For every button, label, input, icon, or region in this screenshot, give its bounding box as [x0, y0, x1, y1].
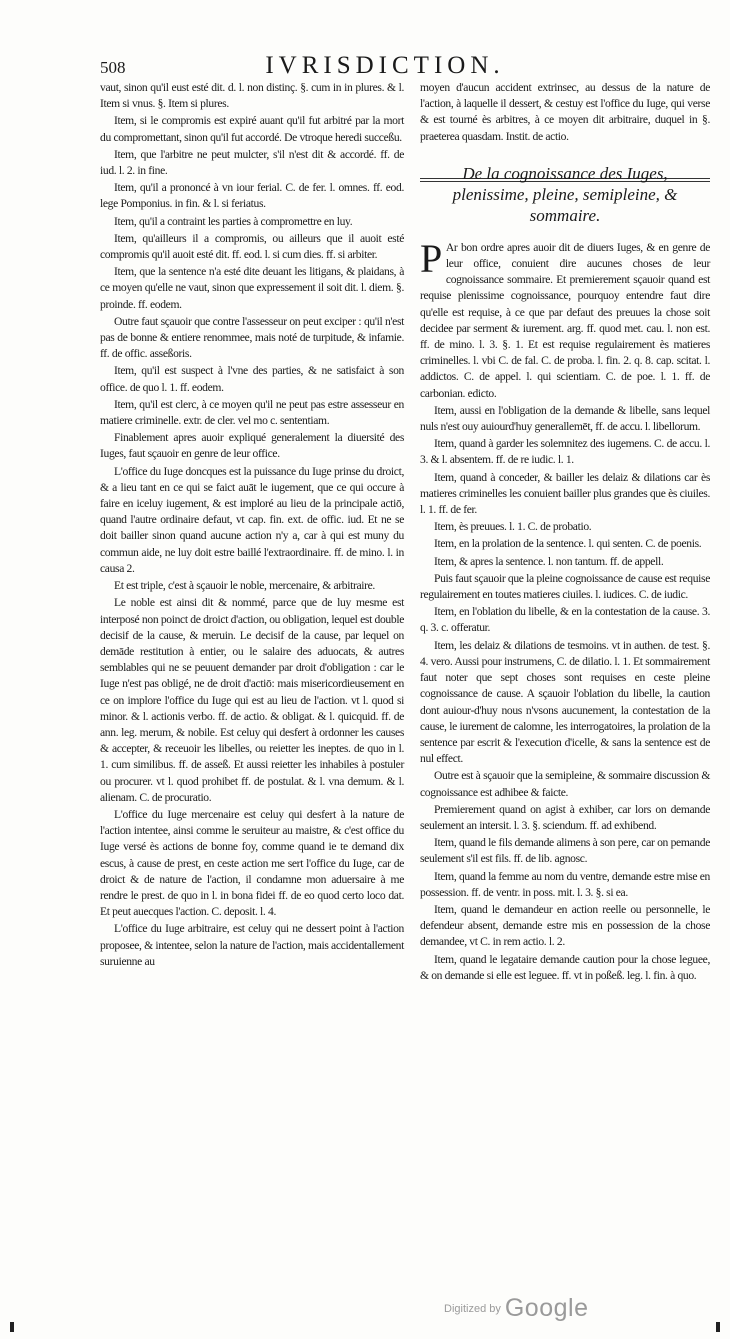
left-paragraph: Item, que l'arbitre ne peut mulcter, s'il n'est dit & accordé. ff. de iud. l. 2. in fine. — [100, 147, 404, 178]
right-paragraph: Item, les delaiz & dilations de tesmoins. vt in authen. de test. §. 4. vero. Aussi pour instrumens, C. de dilatio. l. 1. Et sommairement faut noter que sept choses sont requises en ceste pleine cognoissance de cause. A sçauoir l'oblation du libelle, la caution dont auiour-d'huy nous n'vsons aucunement, la contestation de la cause, le iurement de calomne, les interrogatoires, la prolation de la sentence par escrit & l'execution d'icelle, & sans la sentence est de nul effect. — [420, 638, 710, 766]
right-paragraphs — [420, 403, 710, 984]
section-title: De la cognoissance des Iuges, plenissime, pleine, semipleine, & sommaire. — [452, 163, 678, 225]
left-paragraph: Finablement apres auoir expliqué generalement la diuersité des Iuges, faut sçauoir en genre de leur office. — [100, 431, 404, 461]
page-edge-mark — [10, 1322, 14, 1332]
left-paragraph: Item, qu'il est suspect à l'vne des parties, & ne satisfaict à son office. de quo l. 1. ff. eodem. — [100, 364, 404, 394]
right-paragraph: Premierement quand on agist à exhiber, car lors on demande seulement an intersit. l. 3. §. sciendum. ff. ad exhibend. — [420, 802, 710, 832]
digitized-by-google-watermark — [444, 1294, 634, 1323]
right-paragraph: Item, quand le fils demande alimens à son pere, car on pemande seulement s'il est fils. ff. de lib. agnosc. — [420, 836, 710, 866]
left-paragraph: Item, si le compromis est expiré auant qu'il fut arbitré par la mort du compromettant, sinon qu'il fut accordé. De vtroque heredi succeßu. — [100, 114, 404, 144]
first-paragraph — [420, 235, 710, 402]
page-header — [0, 52, 730, 82]
right-paragraph: Item, aussi en l'obligation de la demande & libelle, sans lequel nuls n'est ouy auiourd'huy generallemēt, ff. de accu. l. libellorum. — [420, 403, 710, 434]
right-paragraph: Puis faut sçauoir que la pleine cognoissance de cause est requise regulairement en toutes matieres ciuiles. l. iudices. C. de iudic. — [420, 571, 711, 602]
right-paragraph: Item, quand à conceder, & bailler les delaiz & dilations car ès matieres criminelles les conuient bailler plus grandes que ès ciuiles. l. 1. ff. de fer. — [420, 470, 710, 517]
right-paragraph: Item, & apres la sentence. l. non tantum. ff. de appell. — [434, 554, 664, 568]
right-column — [420, 80, 710, 985]
right-paragraph: Item, en la prolation de la sentence. l. qui senten. C. de poenis. — [434, 537, 702, 551]
page-number: 508 — [100, 58, 126, 77]
right-paragraph: Outre est à sçauoir que la semipleine, & sommaire discussion & cognoissance est adhibee & faicte. — [420, 769, 710, 799]
left-paragraph: Item, qu'il a prononcé à vn iour ferial. C. de fer. l. omnes. ff. eod. lege Pomponius. in fin. & l. si feriatus. — [100, 181, 404, 211]
dropcap-letter: P — [420, 235, 442, 281]
right-paragraph: Item, quand à garder les solemnitez des iugemens. C. de accu. l. 3. & l. absentem. ff. de re iudic. l. 1. — [420, 437, 710, 467]
left-paragraph: Et est triple, c'est à sçauoir le noble, mercenaire, & arbitraire. — [114, 579, 375, 593]
left-paragraph: Outre faut sçauoir que contre l'assesseur on peut exciper : qu'il n'est pas de bonne & entiere renommee, mais noté de turpitude, & infamie. ff. de offic. asseßoris. — [100, 314, 404, 361]
right-paragraph: Item, en l'oblation du libelle, & en la contestation de la cause. 3. q. 3. c. offeratur. — [420, 605, 710, 635]
first-paragraph-text: Ar bon ordre apres auoir dit de diuers Iuges, & en genre de leur office, conuient dire aucunes choses de leur cognoissance sommaire. Et premierement sçauoir quand est requise plenissime cognoissance, pourquoy entendre faut dire qu'elle est requise, à ce que par defaut des preuues la chose soit decidee par serment & iurement. arg. ff. quod met. cau. l. non est. ff. de mino. l. 3. §. 1. Et est requise regulairement ès matieres criminelles. l. vbi C. de fal. C. de proba. l. fin. 2. q. 8. cap. scitat. l. addictos. C. de appel. l. qui scientiam. C. de poe. l. 1. ff. de carbonian. edicto. — [420, 240, 710, 400]
running-head: IVRISDICTION. — [265, 52, 505, 79]
left-paragraph: L'office du Iuge doncques est la puissance du Iuge prinse du droict, & a lieu tant en ce qui se faict auāt le iugement, que ce qui occure à faire en iceluy iugement, & est imploré au lieu de la principale actiō, quand l'autre ordinaire defaut, vt cap. fin. ext. de offic. iud. Et ne se doit bailler sinon quand aucune action n'y a, car à qui est muny du commun aide, ne luy doit estre baillé l'extraordinaire. ff. de mino. l. in causa 2. — [100, 464, 404, 575]
left-paragraph: L'office du Iuge mercenaire est celuy qui desfert à la nature de l'action intentee, ainsi comme le seruiteur au maistre, & c'est office du Iuge versé ès actions de bonne foy, comme quand ie te demand dix escus, à cause de prest, en ceste action me sert l'office du Iuge, car de droict & de nature de l'action, il condamne mon aduersaire à me rendre le prest. de quo in l. in bona fidei ff. de eo quod certo loco dat. Et peut auecques l'action. C. deposit. l. 4. — [100, 807, 404, 919]
left-paragraph: Item, qu'ailleurs il a compromis, ou ailleurs que il auoit esté compromis qu'il auoit esté dit. ff. eod. l. si cum dies. ff. si arbiter. — [100, 231, 404, 262]
left-paragraph: Item, qu'il a contraint les parties à compromettre en luy. — [114, 214, 353, 228]
right-paragraph: Item, quand le demandeur en action reelle ou personnelle, le defendeur absent, demande estre mis en possession de la chose demandee, vt C. in rem actio. l. 2. — [420, 902, 710, 949]
right-paragraph: Item, quand le legataire demande caution pour la chose leguee, & on demande si elle est leguee. ff. vt in poßeß. leg. l. fin. à quo. — [420, 952, 710, 982]
digitized-by-label: Digitized by — [444, 1303, 501, 1315]
google-logo-text: Google — [504, 1294, 589, 1322]
left-paragraph: Item, que la sentence n'a esté dite deuant les litigans, & plaidans, à ce moyen qu'elle ne vaut, sinon que expressement il soit dit. l. diem. §. proinde. ff. eodem. — [100, 265, 404, 311]
left-paragraph: Le noble est ainsi dit & nommé, parce que de luy mesme est interposé non poinct de droict d'action, ou obligation, lequel est double decisif de la cause, & meruin. Le decisif de la cause, par lequel on demāde restitution à entier, ou le salaire des aduocats, & autres semblables qui ne se peuuent demander par droit d'obligation : car le Iuge n'est pas obligé, ne de droit d'actiō: mais misericordieusement en ce on implore l'office du Iuge qui est au lieu de l'action. vt l. quod si minor. & l. actionis verbo. ff. de actio. & obligat. & l. quicquid. ff. de ann. leg. merum, & nobile. Est celuy qui desfert à ordonner les causes & accepter, & receuoir les libelles, ou reietter les ineptes. de quo in l. 1. cum similibus. ff. de asseß. Et aussi reietter les inhabiles à postuler ou procurer. vt l. quod prohibet ff. de postulat. & l. vna demum. & l. alienam. C. de procuratio. — [100, 596, 404, 804]
left-paragraph: vaut, sinon qu'il eust esté dit. d. l. non distinç. §. cum in in plures. & l. Item si vnus. §. Item si plures. — [100, 81, 404, 111]
left-paragraph: L'office du Iuge arbitraire, est celuy qui ne dessert point à l'action proposee, & intentee, selon la nature de l'action, mais accidentallement suruienne au — [100, 922, 404, 968]
right-paragraph: Item, quand la femme au nom du ventre, demande estre mise en possession. ff. de ventr. in poss. mit. l. 3. §. si ea. — [420, 869, 710, 899]
right-intro-paragraph: moyen d'aucun accident extrinsec, au dessus de la nature de l'action, à laquelle il dessert, & cestuy est l'office du Iuge, qui verse & est tourné ès arbitres, à ce moyen dit arbitraire, duquel in §. praeterea quasdam. Instit. de actio. — [420, 81, 710, 143]
left-paragraph: Item, qu'il est clerc, à ce moyen qu'il ne peut pas estre assesseur en matiere criminelle. extr. de cler. vel mo c. sententiam. — [100, 397, 404, 428]
left-column — [100, 80, 404, 971]
page-edge-mark — [716, 1322, 720, 1332]
right-paragraph: Item, ès preuues. l. 1. C. de probatio. — [434, 520, 592, 534]
